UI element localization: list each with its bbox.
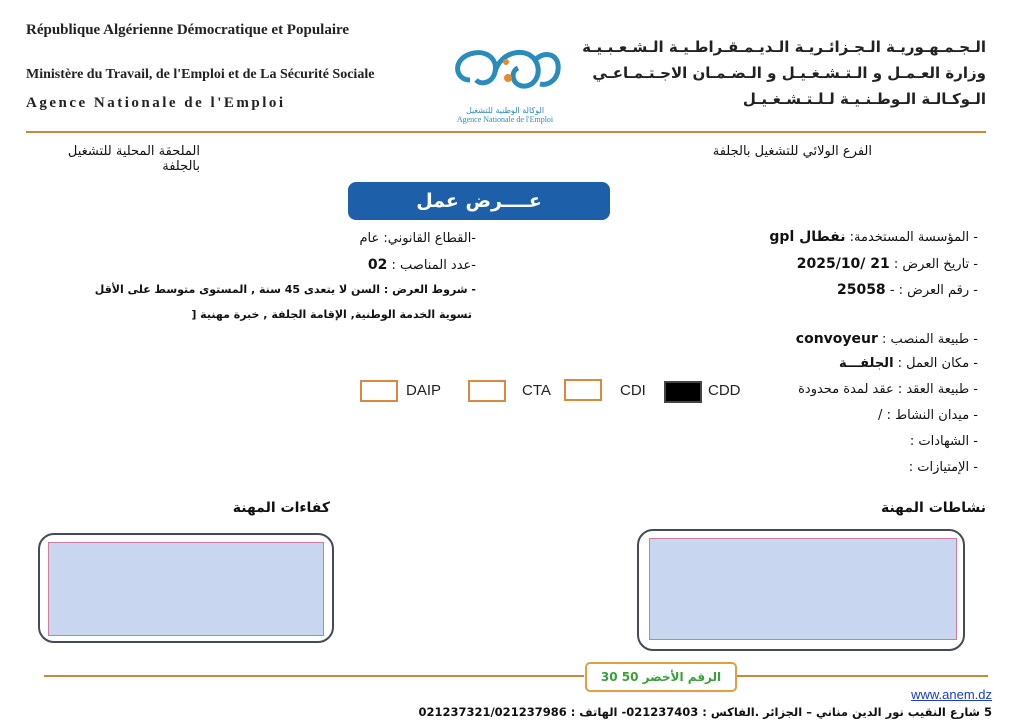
- privileges-label: - الإمتيازات :: [908, 460, 978, 475]
- post-row: [796, 331, 978, 347]
- employer-label: - المؤسسة المستخدمة:: [849, 230, 978, 245]
- workplace-label: - مكان العمل :: [897, 356, 978, 371]
- footer-divider-right: [735, 675, 988, 677]
- date-value: 21 /2025/10: [796, 256, 890, 272]
- conditions-row: [95, 283, 476, 296]
- header-fr-line2: Ministère du Travail, de l'Emploi et de La Sécurité Sociale: [26, 67, 375, 82]
- header-ar-line3: الـوكـالـة الـوطـنـيـة لـلـتـشـغـيـل: [742, 90, 986, 108]
- offer-number-row: [837, 282, 978, 298]
- skills-panel: [38, 533, 334, 643]
- branch-wilaya: الفرع الولائي للتشغيل بالجلفة: [712, 144, 872, 159]
- cdi-checkbox[interactable]: [564, 379, 602, 401]
- footer-divider-left: [44, 675, 584, 677]
- header-fr-line1: République Algérienne Démocratique et Populaire: [26, 22, 350, 38]
- contract-row: [798, 382, 978, 397]
- skills-panel-content: [48, 542, 324, 636]
- activity-field-value: /: [878, 408, 883, 423]
- green-number-box: الرقم الأخضر 50 30: [585, 662, 737, 692]
- certificates-label: - الشهادات :: [909, 434, 978, 449]
- activities-panel: [637, 529, 965, 651]
- cdd-label: CDD: [708, 382, 741, 399]
- cta-label: CTA: [522, 382, 551, 399]
- skills-heading: كفاءات المهنة: [232, 500, 330, 516]
- positions-row: [368, 257, 476, 273]
- header-ar-line1: الـجـمـهـوريـة الـجـزائـريـة الـديـمـقـراطـيـة الـشـعـبـيـة: [582, 38, 986, 56]
- contract-value: عقد لمدة محدودة: [798, 382, 894, 397]
- employer-value: نفطال gpl: [769, 229, 846, 245]
- date-row: [797, 256, 978, 272]
- cdi-label: CDI: [620, 382, 646, 399]
- workplace-row: [839, 356, 978, 371]
- cta-checkbox[interactable]: [468, 380, 506, 402]
- employer-row: [769, 229, 978, 245]
- positions-label: -عدد المناصب :: [391, 258, 476, 273]
- activity-field-label: - ميدان النشاط :: [886, 408, 978, 423]
- website-link[interactable]: www.anem.dz: [911, 687, 992, 702]
- header-divider: [26, 131, 986, 133]
- offer-number-value: 25058: [836, 282, 886, 298]
- conditions-line1: السن لا يتعدى 45 سنة , المستوى متوسط على الأقل: [94, 283, 381, 296]
- post-label: - طبيعة المنصب :: [882, 332, 978, 347]
- daip-checkbox[interactable]: [360, 380, 398, 402]
- logo-arabic-text: الوكالة الوطنية للتشغيل: [465, 106, 545, 115]
- activities-panel-content: [649, 538, 957, 640]
- logo-french-text: Agence Nationale de l'Emploi: [456, 115, 554, 124]
- contract-label: - طبيعة العقد :: [897, 382, 978, 397]
- document-title: عــــرض عمل: [348, 182, 610, 220]
- date-label: - تاريخ العرض :: [893, 257, 978, 272]
- positions-value: 02: [367, 257, 388, 273]
- daip-label: DAIP: [406, 382, 442, 399]
- cdd-checkbox[interactable]: [664, 381, 702, 403]
- anem-logo: [440, 40, 570, 124]
- workplace-value: الجلفـــة: [838, 356, 894, 371]
- branch-local: الملحقة المحلية للتشغيل بالجلفة: [67, 144, 200, 174]
- conditions-label: - شروط العرض :: [383, 283, 476, 296]
- header-ar-line2: وزارة العـمـل و الـتـشـغـيـل و الـضـمـان الاجـتـمـاعـي: [592, 64, 986, 82]
- footer-address: 5 شارع النقيب نور الدين مناني – الجزائر .الفاكس : 021237403- الهاتف : 021237321/021237986: [418, 705, 992, 719]
- anem-logo-icon: [440, 40, 570, 102]
- post-value: convoyeur: [795, 331, 878, 347]
- offer-number-label: - رقم العرض : -: [889, 283, 978, 298]
- header-fr-line3: Agence Nationale de l'Emploi: [26, 95, 286, 111]
- activity-field-row: [878, 408, 978, 423]
- conditions-line2: تسوية الخدمة الوطنية, الإقامة الجلفة , خبرة مهنية [: [191, 308, 472, 321]
- activities-heading: نشاطات المهنة: [880, 500, 986, 516]
- legal-sector: -القطاع القانوني: عام: [359, 231, 476, 246]
